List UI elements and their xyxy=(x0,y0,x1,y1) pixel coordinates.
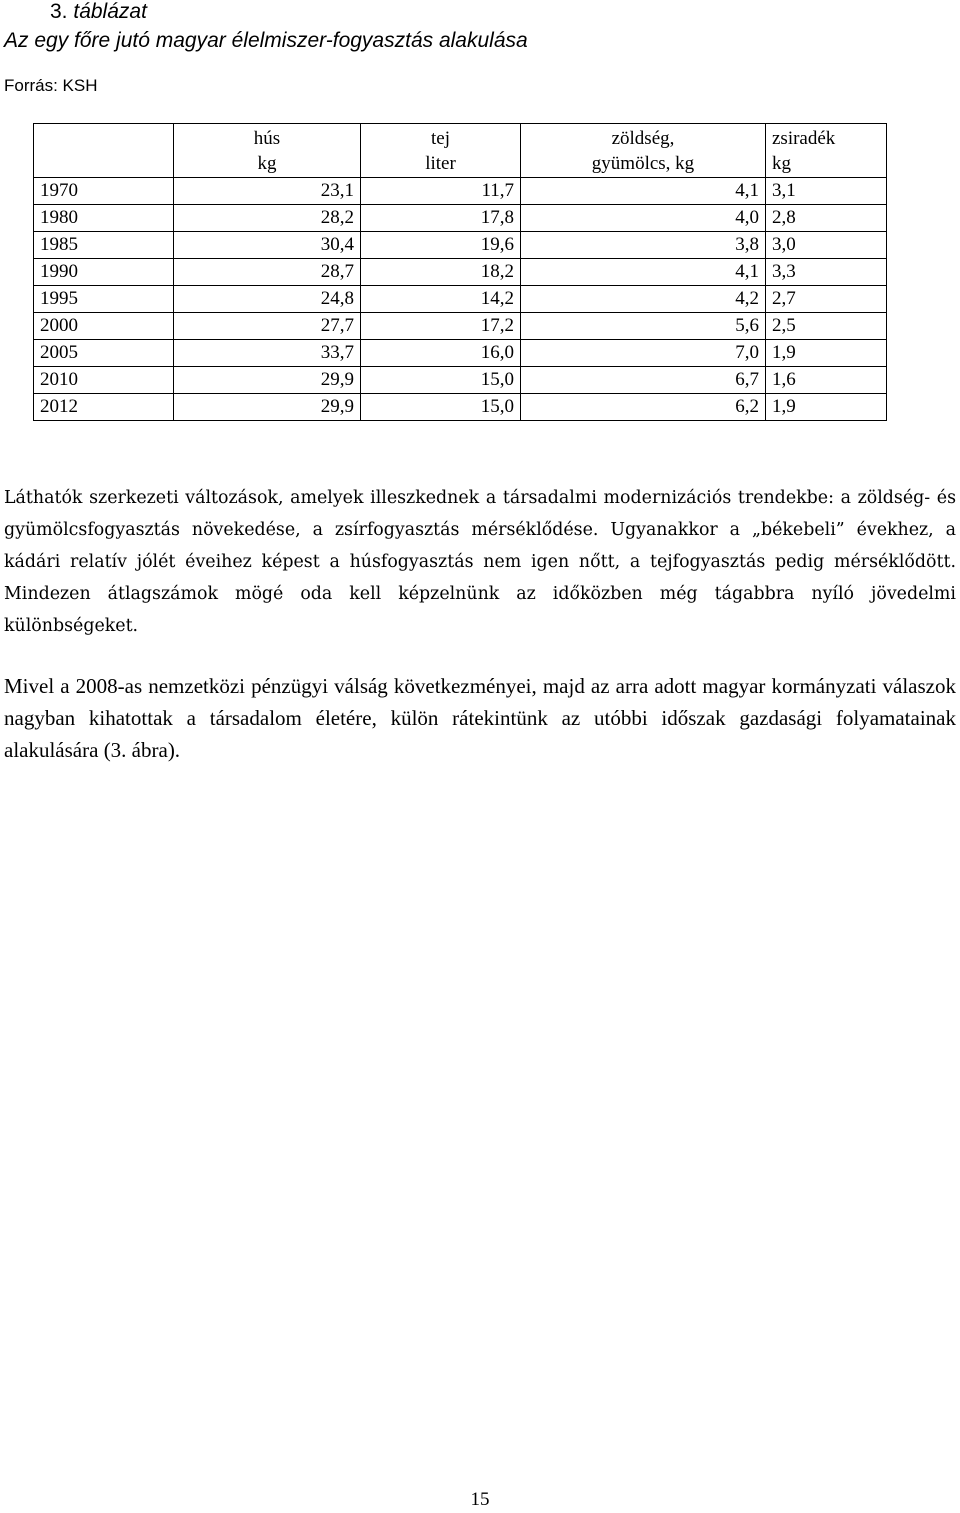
header-fat-line1: zsiradék xyxy=(772,127,836,149)
cell-milk: 17,8 xyxy=(361,205,521,232)
cell-milk: 11,7 xyxy=(361,178,521,205)
cell-meat: 23,1 xyxy=(174,178,361,205)
table-row xyxy=(34,205,887,232)
caption-label: táblázat xyxy=(73,0,147,23)
cell-year: 2010 xyxy=(34,367,174,394)
cell-fat: 3,0 xyxy=(766,232,887,259)
table-caption-number xyxy=(50,0,147,24)
cell-meat: 28,2 xyxy=(174,205,361,232)
cell-year: 1995 xyxy=(34,286,174,313)
cell-year: 2005 xyxy=(34,340,174,367)
cell-fat: 2,5 xyxy=(766,313,887,340)
cell-vegetables: 4,2 xyxy=(521,286,766,313)
cell-meat: 28,7 xyxy=(174,259,361,286)
cell-fat: 3,3 xyxy=(766,259,887,286)
header-year xyxy=(34,124,174,178)
table-row xyxy=(34,313,887,340)
cell-year: 2000 xyxy=(34,313,174,340)
table-row xyxy=(34,394,887,421)
table-row xyxy=(34,367,887,394)
cell-milk: 17,2 xyxy=(361,313,521,340)
cell-year: 1980 xyxy=(34,205,174,232)
cell-fat: 1,6 xyxy=(766,367,887,394)
consumption-table xyxy=(33,123,887,421)
table-title: Az egy főre jutó magyar élelmiszer-fogyasztás alakulása xyxy=(4,29,528,52)
cell-year: 1985 xyxy=(34,232,174,259)
cell-fat: 2,7 xyxy=(766,286,887,313)
body-paragraph-1: Láthatók szerkezeti változások, amelyek illeszkednek a társadalmi modernizációs trendekbe: a zöldség- és gyümölcsfogyasztás növekedése, a zsírfogyasztás mérséklődése. Ugyanakkor a „békebeli” évekhez, a kádári relatív jólét éveihez képest a húsfogyasztás nem igen nőtt, a tejfogyasztás pedig mérséklődött. Mindezen átlagszámok mögé oda kell képzelnünk az időközben még tágabbra nyíló jövedelmi különbségeket. xyxy=(4,488,956,636)
table-row xyxy=(34,259,887,286)
cell-milk: 16,0 xyxy=(361,340,521,367)
cell-meat: 29,9 xyxy=(174,394,361,421)
header-milk-line1: tej xyxy=(431,127,450,149)
cell-vegetables: 5,6 xyxy=(521,313,766,340)
cell-vegetables: 6,7 xyxy=(521,367,766,394)
header-fat xyxy=(766,124,887,178)
cell-vegetables: 6,2 xyxy=(521,394,766,421)
table-row xyxy=(34,286,887,313)
table-row xyxy=(34,232,887,259)
header-meat-line1: hús xyxy=(253,127,281,149)
cell-year: 1970 xyxy=(34,178,174,205)
cell-vegetables: 3,8 xyxy=(521,232,766,259)
table-source: Forrás: KSH xyxy=(4,76,98,95)
header-milk-line2: liter xyxy=(425,152,456,174)
cell-milk: 19,6 xyxy=(361,232,521,259)
cell-meat: 27,7 xyxy=(174,313,361,340)
header-meat xyxy=(174,124,361,178)
header-vegetables xyxy=(521,124,766,178)
cell-fat: 3,1 xyxy=(766,178,887,205)
body-paragraph-2: Mivel a 2008-as nemzetközi pénzügyi válság következményei, majd az arra adott magyar kormányzati válaszok nagyban kihatottak a társadalom életére, külön rátekintünk az utóbbi időszak gazdasági folyamatainak alakulására (3. ábra). xyxy=(4,674,956,762)
table-row xyxy=(34,178,887,205)
cell-meat: 30,4 xyxy=(174,232,361,259)
cell-milk: 15,0 xyxy=(361,367,521,394)
header-fat-line2: kg xyxy=(772,152,791,174)
cell-fat: 1,9 xyxy=(766,340,887,367)
table-row xyxy=(34,340,887,367)
cell-meat: 24,8 xyxy=(174,286,361,313)
cell-milk: 14,2 xyxy=(361,286,521,313)
cell-year: 2012 xyxy=(34,394,174,421)
cell-year: 1990 xyxy=(34,259,174,286)
cell-vegetables: 4,1 xyxy=(521,178,766,205)
header-vegetables-line1: zöldség, xyxy=(611,127,675,149)
cell-vegetables: 7,0 xyxy=(521,340,766,367)
cell-meat: 33,7 xyxy=(174,340,361,367)
cell-fat: 1,9 xyxy=(766,394,887,421)
cell-meat: 29,9 xyxy=(174,367,361,394)
cell-vegetables: 4,1 xyxy=(521,259,766,286)
caption-number: 3. xyxy=(50,0,68,23)
header-vegetables-line2: gyümölcs, kg xyxy=(591,152,695,174)
page-number: 15 xyxy=(470,1489,490,1510)
cell-milk: 15,0 xyxy=(361,394,521,421)
cell-fat: 2,8 xyxy=(766,205,887,232)
cell-vegetables: 4,0 xyxy=(521,205,766,232)
header-milk xyxy=(361,124,521,178)
cell-milk: 18,2 xyxy=(361,259,521,286)
table-header-row xyxy=(34,124,887,178)
header-meat-line2: kg xyxy=(257,152,277,174)
